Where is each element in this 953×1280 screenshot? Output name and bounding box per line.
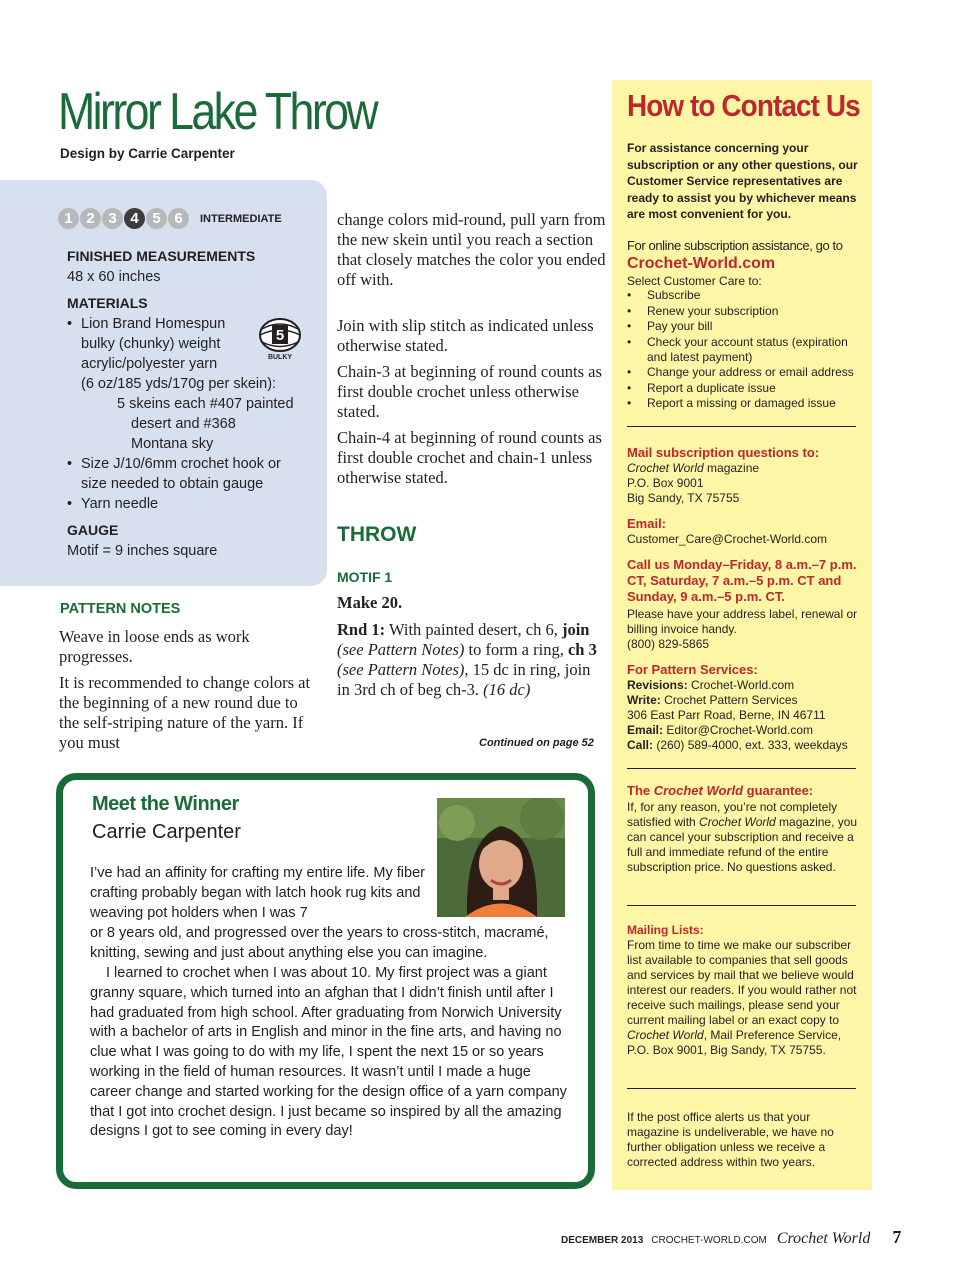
page-number: 7 (892, 1227, 902, 1247)
guarantee-heading: The Crochet World guarantee: (627, 783, 814, 798)
issue-date: DECEMBER 2013 (561, 1235, 644, 1246)
winner-name: Carrie Carpenter (92, 821, 241, 843)
yarn-weight-number: 5 (275, 327, 285, 344)
motif-heading: MOTIF 1 (337, 569, 393, 585)
yarn-weight-label: BULKY (267, 354, 293, 361)
mail-heading: Mail subscription questions to: (627, 445, 820, 460)
divider (627, 768, 856, 769)
page-title: Mirror Lake Throw (58, 83, 377, 141)
skill-level-3: 3 (102, 208, 123, 229)
materials-item-yarn: • Lion Brand Homespun bulky (chunky) weight acrylic/polyester yarn (6 oz/185 yds/170g per skein): 5 skeins each #407 painted desert and #368 Montana sky (67, 314, 307, 454)
contact-heading: How to Contact Us (627, 88, 860, 123)
pattern-notes-paragraph: Chain-3 at beginning of round counts as first double crochet unless otherwise stated. (337, 362, 602, 421)
footer-website: CROCHET-WORLD.COM (651, 1235, 767, 1246)
online-assistance-text: For online subscription assistance, go to (627, 238, 843, 253)
call-info: Please have your address label, renewal or billing invoice handy. (800) 829-5865 (627, 607, 858, 651)
mailing-lists-heading: Mailing Lists: (627, 923, 704, 937)
continued-link[interactable]: Continued on page 52 (479, 737, 594, 749)
skill-level (58, 208, 282, 229)
winner-paragraph: I learned to crochet when I was about 10. My first project was a giant granny square, which turned into an afghan that I didn’t finish until after I had graduated from high school. After graduating from Norwich University with a bachelor of arts in English and minor in the fine arts, and having no clue what I was going to do with my life, I spent the next 15 or so years working in the field of human resources. It wasn’t until I made a huge career change and started working for the design office of a yarn company that I got into crochet design. I just became so inspired by all the amazing designs I got to see coming in every day! (90, 965, 567, 1140)
call-heading: Call us Monday–Friday, 8 a.m.–7 p.m. CT, Saturday, 7 a.m.–5 p.m. CT and Sunday, 9 a.m.–5 p.m. CT. (627, 557, 857, 604)
customer-care-email[interactable]: Customer_Care@Crochet-World.com (627, 532, 828, 546)
list-item: • Change your address or email address (627, 365, 859, 380)
throw-heading: THROW (337, 523, 417, 546)
magazine-name: Crochet World (776, 1230, 871, 1247)
byline: Design by Carrie Carpenter (60, 146, 235, 161)
designer-photo (437, 798, 565, 917)
list-item: • Renew your subscription (627, 304, 859, 319)
list-item: • Check your account status (expiration and latest payment) (627, 335, 859, 365)
skill-level-1: 1 (58, 208, 79, 229)
pattern-notes-paragraph: It is recommended to change colors at the beginning of a new round due to the self-striping nature of the yarn. If you must (59, 673, 311, 752)
divider (627, 905, 856, 906)
gauge-heading: GAUGE (67, 522, 119, 538)
finished-measurements-value: 48 x 60 inches (67, 269, 161, 285)
pattern-notes-paragraph: Chain-4 at beginning of round counts as first double crochet and chain-1 unless otherwise stated. (337, 428, 602, 487)
divider (627, 1088, 856, 1089)
guarantee-text: If, for any reason, you’re not completely satisfied with Crochet World magazine, you can cancel your subscription and receive a full and immediate refund of the entire subscription price. No questions asked. (627, 800, 858, 874)
pattern-notes-paragraph: change colors mid-round, pull yarn from the new skein until you reach a section that closely matches the color you ended off with. (337, 210, 606, 289)
finished-measurements-heading: FINISHED MEASUREMENTS (67, 248, 256, 264)
contact-intro: For assistance concerning your subscription or any other questions, our Customer Service representatives are ready to assist you by whichever means are most convenient for you. (627, 141, 858, 221)
materials-item-needle: • Yarn needle (67, 494, 307, 514)
skill-level-label: INTERMEDIATE (200, 212, 282, 225)
skill-level-6: 6 (168, 208, 189, 229)
winner-paragraph: I’ve had an affinity for crafting my entire life. My fiber crafting probably began with latch hook rug kits and weaving pot holders when I was 7 (90, 865, 425, 921)
pattern-services-heading: For Pattern Services: (627, 662, 758, 677)
mailing-lists-text: From time to time we make our subscriber list available to companies that sell goods and services by mail that we believe would interest our readers. If you would rather not receive such mailings, please send your current mailing label or an exact copy to Crochet World, Mail Preference Service, P.O. Box 9001, Big Sandy, TX 75755. (627, 938, 857, 1057)
list-item: • Report a duplicate issue (627, 381, 859, 396)
list-item: • Subscribe (627, 288, 859, 303)
customer-care-list (627, 288, 859, 412)
pattern-notes-heading: PATTERN NOTES (60, 601, 181, 617)
winner-heading: Meet the Winner (92, 793, 239, 815)
page-footer (561, 1227, 901, 1248)
list-item: • Report a missing or damaged issue (627, 396, 859, 411)
divider (627, 426, 856, 427)
make-count: Make 20. (337, 593, 403, 612)
bulky-yarn-weight-icon (257, 315, 303, 361)
round-1-instructions: Rnd 1: With painted desert, ch 6, join (see Pattern Notes) to form a ring, ch 3 (see Pattern Notes), 15 dc in ring, join in 3rd ch of beg ch-3. (16 dc) (337, 620, 597, 699)
website-link[interactable]: Crochet-World.com (627, 255, 776, 272)
skill-level-2: 2 (80, 208, 101, 229)
email-heading: Email: (627, 516, 667, 531)
pattern-notes-paragraph: Join with slip stitch as indicated unless otherwise stated. (337, 316, 594, 355)
materials-item-hook: • Size J/10/6mm crochet hook or size needed to obtain gauge (67, 454, 307, 494)
skill-level-5: 5 (146, 208, 167, 229)
mail-address: Crochet World magazine P.O. Box 9001 Big Sandy, TX 75755 (627, 461, 760, 505)
list-item: • Pay your bill (627, 319, 859, 334)
customer-care-text: Select Customer Care to: (627, 274, 762, 288)
skill-level-4-active: 4 (124, 208, 145, 229)
post-office-notice: If the post office alerts us that your magazine is undeliverable, we have no further obligation unless we receive a corrected address within two years. (627, 1110, 834, 1169)
pattern-notes-paragraph: Weave in loose ends as work progresses. (59, 627, 250, 666)
materials-heading: MATERIALS (67, 295, 148, 311)
pattern-services-info: Revisions: Crochet-World.com Write: Crochet Pattern Services 306 East Parr Road, Berne, IN 46711 Email: Editor@Crochet-World.com Call: (260) 589-4000, ext. 333, weekdays (627, 678, 848, 752)
winner-paragraph: or 8 years old, and progressed over the years to cross-stitch, macramé, knitting, sewing and just about anything else you can imagine. (90, 925, 549, 961)
gauge-value: Motif = 9 inches square (67, 543, 218, 559)
